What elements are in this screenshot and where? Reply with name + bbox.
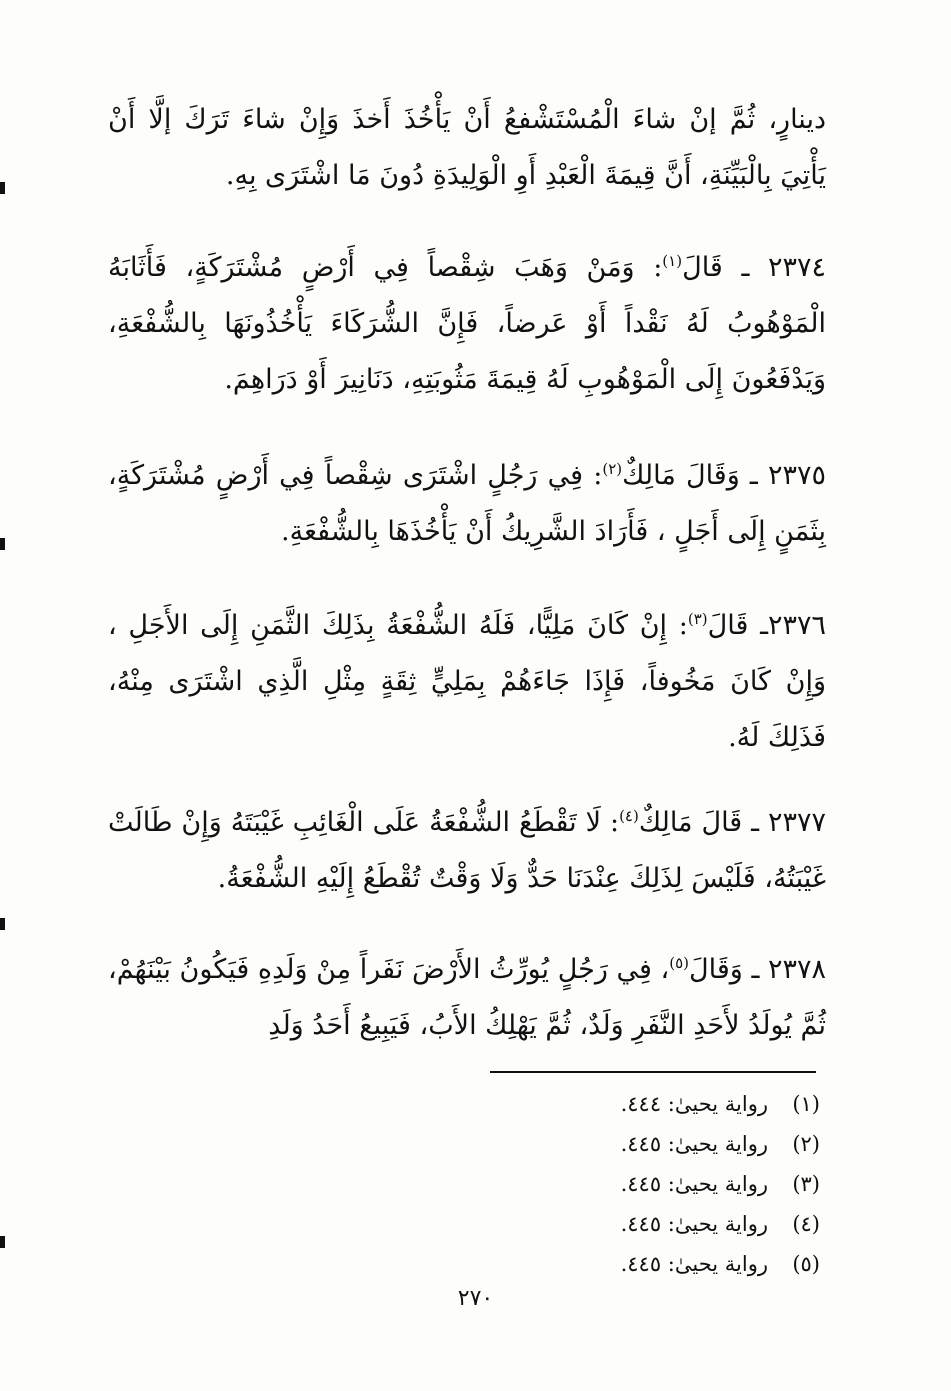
footnote-separator [490, 1071, 816, 1073]
paragraph-lead: ٢٣٧٨ ـ وَقَالَ [689, 954, 826, 985]
footnote-number: (٥) [792, 1252, 820, 1276]
footnote-item [480, 1084, 820, 1124]
page-number: ٢٧٠ [457, 1286, 494, 1311]
paragraph-lead: ٢٣٧٧ ـ قَالَ مَالِكٌ [638, 807, 826, 838]
footnote-text: رواية يحيىٰ: ٤٤٥. [620, 1252, 768, 1276]
footnote-ref[interactable]: (١) [662, 252, 683, 270]
footnote-ref[interactable]: (٥) [669, 954, 690, 972]
paragraph-lead: ٢٣٧٤ ـ قَالَ [682, 252, 826, 283]
footnote-text: رواية يحيىٰ: ٤٤٥. [620, 1212, 768, 1236]
paragraph-continuation [108, 92, 826, 204]
scan-edge-mark [0, 1236, 5, 1248]
paragraph-body: : فِي رَجُلٍ اشْتَرَى شِقْصاً فِي أَرْضٍ مُشْتَرَكَةٍ، بِثَمَنٍ إِلَى أَجَلٍ ، فَأَرَادَ الشَّرِيكُ أَنْ يَأْخُذَهَا بِالشُّفْعَةِ. [108, 460, 826, 547]
footnote-item [480, 1204, 820, 1244]
paragraph-body: : وَمَنْ وَهَبَ شِقْصاً فِي أَرْضٍ مُشْتَرَكَةٍ، فَأَثَابَهُ الْمَوْهُوبُ لَهُ نَقْداً أَوْ عَرضاً، فَإِنَّ الشُّرَكَاءَ يَأْخُذُونَهَا بِالشُّفْعَةِ، وَيَدْفَعُونَ إِلَى الْمَوْهُوبِ لَهُ قِيمَةَ مَثُوبَتِهِ، دَنَانِيرَ أَوْ دَرَاهِمَ. [108, 252, 826, 395]
footnote-number: (٢) [792, 1132, 820, 1156]
footnote-text: رواية يحيىٰ: ٤٤٥. [620, 1172, 768, 1196]
paragraph-text: دينارٍ، ثُمَّ إنْ شاءَ الْمُسْتَشْفعُ أَنْ يَأْخُذَ أَخذَ وَإِنْ شاءَ تَرَكَ إلَّا أَنْ يَأْتِيَ بِالْبَيِّنَةِ، أَنَّ قِيمَةَ الْعَبْدِ أَوِ الْوَلِيدَةِ دُونَ مَا اشْتَرَى بِهِ. [108, 104, 826, 191]
footnote-number: (١) [792, 1092, 820, 1116]
footnote-number: (٣) [792, 1172, 820, 1196]
paragraph-2377 [108, 795, 826, 907]
scan-edge-mark [0, 918, 5, 930]
paragraph-2375 [108, 448, 826, 560]
paragraph-2374 [108, 240, 826, 408]
footnote-item [480, 1164, 820, 1204]
footnote-ref[interactable]: (٤) [619, 807, 639, 825]
footnote-ref[interactable]: (٢) [602, 460, 623, 478]
footnote-number: (٤) [792, 1212, 820, 1236]
paragraph-lead: ٢٣٧٥ ـ وَقَالَ مَالِكٌ [622, 460, 826, 491]
paragraph-2376 [108, 598, 826, 766]
paragraph-body: ، فِي رَجُلٍ يُورِّثُ الأَرْضَ نَفَراً مِنْ وَلَدِهِ فَيَكُونُ بَيْنَهُمْ، ثُمَّ يُولَدُ لأَحَدِ النَّفَرِ وَلَدٌ، ثُمَّ يَهْلِكُ الأَبُ، فَيَبِيعُ أَحَدُ وَلَدِ [108, 954, 826, 1041]
paragraph-2378 [108, 942, 826, 1054]
footnote-item [480, 1124, 820, 1164]
paragraph-body: : لَا تَقْطَعُ الشُّفْعَةُ عَلَى الْغَائِبِ غَيْبَتَهُ وَإِنْ طَالَتْ غَيْبَتُهُ، فَلَيْسَ لِذَلِكَ عِنْدَنَا حَدٌّ وَلَا وَقْتٌ تُقْطَعُ إِلَيْهِ الشُّفْعَةُ. [108, 807, 826, 894]
footnotes [480, 1084, 820, 1284]
paragraph-lead: ٢٣٧٦ـ قَالَ [707, 610, 827, 641]
footnote-item [480, 1244, 820, 1284]
paragraph-body: : إِنْ كَانَ مَلِيًّا، فَلَهُ الشُّفْعَةُ بِذَلِكَ الثَّمَنِ إِلَى الأَجَلِ ، وَإِنْ كَانَ مَخُوفاً، فَإِذَا جَاءَهُمْ بِمَلِيٍّ ثِقَةٍ مِثْلِ الَّذِي اشْتَرَى مِنْهُ، فَذَلِكَ لَهُ. [108, 610, 826, 753]
scan-edge-mark [0, 538, 5, 550]
footnote-text: رواية يحيىٰ: ٤٤٥. [620, 1132, 768, 1156]
scan-edge-mark [0, 182, 5, 194]
footnote-ref[interactable]: (٣) [687, 610, 708, 628]
footnote-text: رواية يحيىٰ: ٤٤٤. [620, 1092, 768, 1116]
